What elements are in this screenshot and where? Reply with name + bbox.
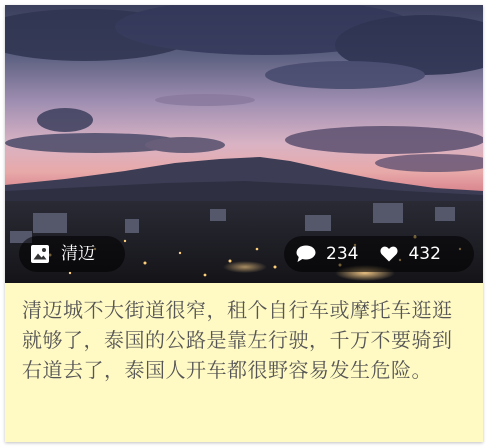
- caption-box: [5, 283, 483, 442]
- location-label: 清迈: [61, 243, 95, 264]
- post-card[interactable]: [5, 5, 483, 442]
- heart-icon: [380, 246, 398, 262]
- location-badge[interactable]: [19, 236, 125, 272]
- like-count: 432: [408, 243, 441, 264]
- stats-bar: [284, 236, 474, 272]
- comment-stat[interactable]: [296, 245, 358, 263]
- like-stat[interactable]: [380, 243, 441, 264]
- caption-text: 清迈城不大街道很窄，租个自行车或摩托车逛逛就够了，泰国的公路是靠左行驶，千万不要骑到右道去了，泰国人开车都很野容易发生危险。: [22, 298, 453, 382]
- comment-icon: [296, 245, 316, 263]
- comment-count: 234: [326, 243, 359, 264]
- city-skyline-photo[interactable]: [5, 5, 483, 283]
- image-icon: [31, 245, 49, 263]
